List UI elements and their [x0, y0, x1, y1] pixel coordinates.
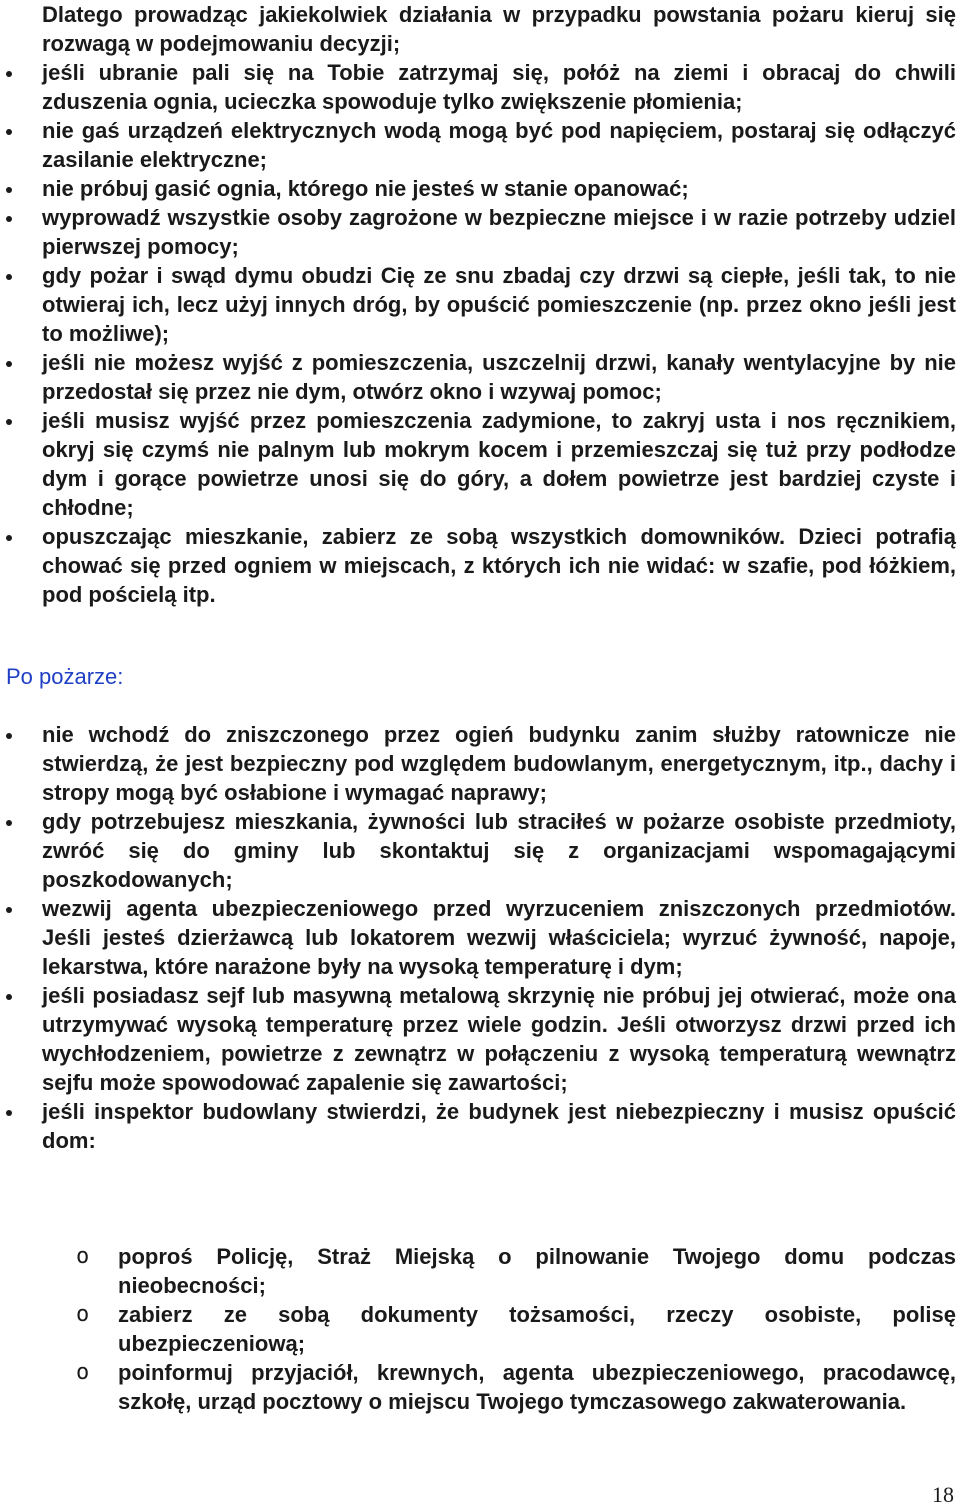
intro-paragraph: Dlatego prowadząc jakiekolwiek działania w przypadku powstania pożaru kieruj się rozwagą w podejmowaniu decyzji; [42, 2, 956, 56]
list-item: jeśli nie możesz wyjść z pomieszczenia, uszczelnij drzwi, kanały wentylacyjne by nie przedostał się przez nie dym, otwórz okno i wzywaj pomoc; [0, 348, 956, 406]
list-item: wyprowadź wszystkie osoby zagrożone w bezpieczne miejsce i w razie potrzeby udziel pierwszej pomocy; [0, 203, 956, 261]
fire-safety-list [0, 58, 960, 609]
sub-list-item: o zabierz ze sobą dokumenty tożsamości, rzeczy osobiste, polisę ubezpieczeniową; [0, 1300, 956, 1358]
page-number: 18 [932, 1482, 954, 1507]
list-item: jeśli musisz wyjść przez pomieszczenia zadymione, to zakryj usta i nos ręcznikiem, okryj się czymś nie palnym lub mokrym kocem i przemieszczaj się tuż przy podłodze dym i gorące powietrze unosi się do góry, a dołem powietrze jest bardziej czyste i chłodne; [0, 406, 956, 522]
list-item: nie gaś urządzeń elektrycznych wodą mogą być pod napięciem, postaraj się odłączyć zasilanie elektryczne; [0, 116, 956, 174]
section-heading: Po pożarze: [6, 664, 124, 689]
list-item: gdy pożar i swąd dymu obudzi Cię ze snu zbadaj czy drzwi są ciepłe, jeśli tak, to nie otwieraj ich, lecz użyj innych dróg, by opuścić pomieszczenie (np. przez okno jeśli jest to możliwe); [0, 261, 956, 348]
list-item: jeśli inspektor budowlany stwierdzi, że budynek jest niebezpieczny i musisz opuścić dom: [0, 1097, 956, 1155]
sub-list [0, 1242, 960, 1416]
after-fire-list [0, 720, 960, 1155]
list-item: wezwij agenta ubezpieczeniowego przed wyrzuceniem zniszczonych przedmiotów. Jeśli jesteś dzierżawcą lub lokatorem wezwij właściciela; wyrzuć żywność, napoje, lekarstwa, które narażone były na wysoką temperaturę i dym; [0, 894, 956, 981]
sub-list-item: o poproś Policję, Straż Miejską o pilnowanie Twojego domu podczas nieobecności; [0, 1242, 956, 1300]
list-item: jeśli ubranie pali się na Tobie zatrzymaj się, połóż na ziemi i obracaj do chwili zduszenia ognia, ucieczka spowoduje tylko zwiększenie płomienia; [0, 58, 956, 116]
list-item: jeśli posiadasz sejf lub masywną metalową skrzynię nie próbuj jej otwierać, może ona utrzymywać wysoką temperaturę przez wiele godzin. Jeśli otworzysz drzwi przed ich wychłodzeniem, powietrze z zewnątrz w połączeniu z wysoką temperaturą wewnątrz sejfu może spowodować zapalenie się zawartości; [0, 981, 956, 1097]
list-item: opuszczając mieszkanie, zabierz ze sobą wszystkich domowników. Dzieci potrafią chować się przed ogniem w miejscach, z których ich nie widać: w szafie, pod łóżkiem, pod pościelą itp. [0, 522, 956, 609]
list-item: gdy potrzebujesz mieszkania, żywności lub straciłeś w pożarze osobiste przedmioty, zwróć się do gminy lub skontaktuj się z organizacjami wspomagającymi poszkodowanych; [0, 807, 956, 894]
list-item: nie próbuj gasić ognia, którego nie jesteś w stanie opanować; [0, 174, 956, 203]
sub-list-item: o poinformuj przyjaciół, krewnych, agenta ubezpieczeniowego, pracodawcę, szkołę, urząd pocztowy o miejscu Twojego tymczasowego zakwaterowania. [0, 1358, 956, 1416]
list-item: nie wchodź do zniszczonego przez ogień budynku zanim służby ratownicze nie stwierdzą, że jest bezpieczny pod względem budowlanym, energetycznym, itp., dachy i stropy mogą być osłabione i wymagać naprawy; [0, 720, 956, 807]
